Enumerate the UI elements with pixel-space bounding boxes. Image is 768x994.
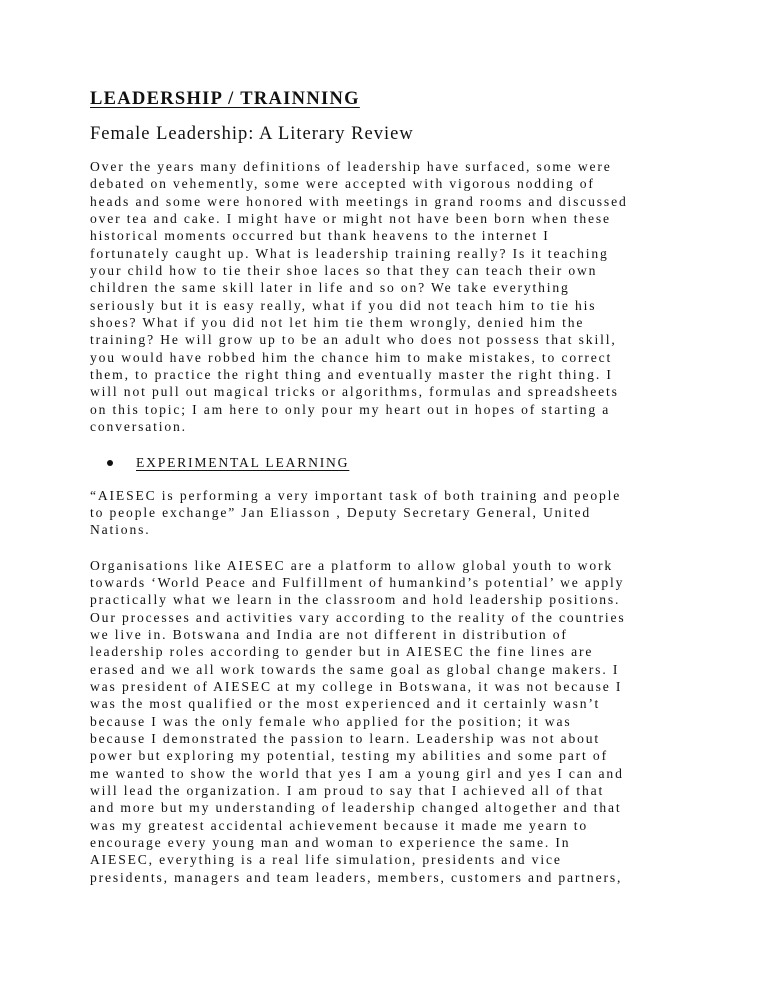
- paragraph-line: them, to practice the right thing and eventually master the right thing. I: [90, 367, 613, 383]
- bullet-label: EXPERIMENTAL LEARNING: [136, 454, 350, 470]
- paragraph-line: shoes? What if you did not let him tie them wrongly, denied him the: [90, 315, 585, 331]
- paragraph-line: seriously but it is easy really, what if you did not teach him to tie his: [90, 297, 597, 313]
- paragraph-line: AIESEC, everything is a real life simulation, presidents and vice: [90, 852, 562, 868]
- paragraph-line: leadership roles according to gender but in AIESEC the fine lines are: [90, 644, 594, 660]
- paragraph-line: Organisations like AIESEC are a platform to allow global youth to work: [90, 557, 614, 573]
- paragraph-line: conversation.: [90, 419, 187, 435]
- paragraph-line: will not pull out magical tricks or algorithms, formulas and spreadsheets: [90, 384, 619, 400]
- document-subtitle: Female Leadership: A Literary Review: [90, 124, 414, 144]
- paragraph-line: towards ‘World Peace and Fulfillment of humankind’s potential’ we apply: [90, 574, 625, 590]
- paragraph-line: fortunately caught up. What is leadership training really? Is it teaching: [90, 245, 609, 261]
- bullet-icon: [107, 460, 113, 466]
- intro-paragraph: [90, 158, 684, 436]
- paragraph-line: you would have robbed him the chance him to make mistakes, to correct: [90, 349, 613, 365]
- paragraph-line: over tea and cake. I might have or might not have been born when these: [90, 211, 611, 227]
- paragraph-line: children the same skill later in life and so on? We take everything: [90, 280, 570, 296]
- paragraph-line: will lead the organization. I am proud to say that I achieved all of that: [90, 783, 605, 798]
- paragraph-line: Our processes and activities vary according to the reality of the countries: [90, 609, 626, 625]
- paragraph-line: because I demonstrated the passion to learn. Leadership was not about: [90, 730, 601, 746]
- paragraph-line: debated on vehemently, some were accepted with vigorous nodding of: [90, 176, 595, 192]
- paragraph-line: encourage every young man and woman to experience the same. In: [90, 835, 571, 851]
- paragraph-line: Nations.: [90, 522, 151, 538]
- paragraph-line: was president of AIESEC at my college in Botswana, it was not because I: [90, 678, 623, 694]
- document-page: [90, 88, 684, 886]
- paragraph-line: on this topic; I am here to only pour my heart out in hopes of starting a: [90, 401, 611, 417]
- paragraph-line: presidents, managers and team leaders, members, customers and partners,: [90, 869, 623, 885]
- body-paragraph: [90, 557, 684, 887]
- paragraph-line: power but exploring my potential, testing my abilities and some part of: [90, 748, 608, 764]
- paragraph-line: to people exchange” Jan Eliasson , Deputy Secretary General, United: [90, 504, 592, 520]
- paragraph-line: because I was the only female who applied for the position; it was: [90, 713, 572, 729]
- paragraph-line: Over the years many definitions of leadership have surfaced, some were: [90, 159, 612, 174]
- bullet-list: [90, 454, 684, 471]
- paragraph-line: heads and some were honored with meetings in grand rooms and discussed: [90, 193, 628, 209]
- quote-paragraph: [90, 487, 684, 539]
- paragraph-line: your child how to tie their shoe laces so that they can teach their own: [90, 263, 598, 279]
- paragraph-line: and more but my understanding of leadership changed altogether and that: [90, 800, 622, 816]
- paragraph-line: was my greatest accidental achievement because it made me yearn to: [90, 817, 589, 833]
- paragraph-line: training? He will grow up to be an adult who does not possess that skill,: [90, 332, 617, 348]
- bullet-item-experimental-learning: [107, 454, 684, 471]
- paragraph-line: we live in. Botswana and India are not different in distribution of: [90, 626, 568, 642]
- paragraph-line: was the most qualified or the most experienced and it certainly wasn’t: [90, 696, 601, 712]
- paragraph-line: practically what we learn in the classroom and hold leadership positions.: [90, 592, 621, 608]
- paragraph-line: “AIESEC is performing a very important task of both training and people: [90, 487, 622, 503]
- document-title: LEADERSHIP / TRAINNING: [90, 89, 360, 109]
- paragraph-line: historical moments occurred but thank heavens to the internet I: [90, 228, 550, 244]
- paragraph-line: erased and we all work towards the same goal as global change makers. I: [90, 661, 620, 677]
- paragraph-line: me wanted to show the world that yes I am a young girl and yes I can and: [90, 765, 624, 781]
